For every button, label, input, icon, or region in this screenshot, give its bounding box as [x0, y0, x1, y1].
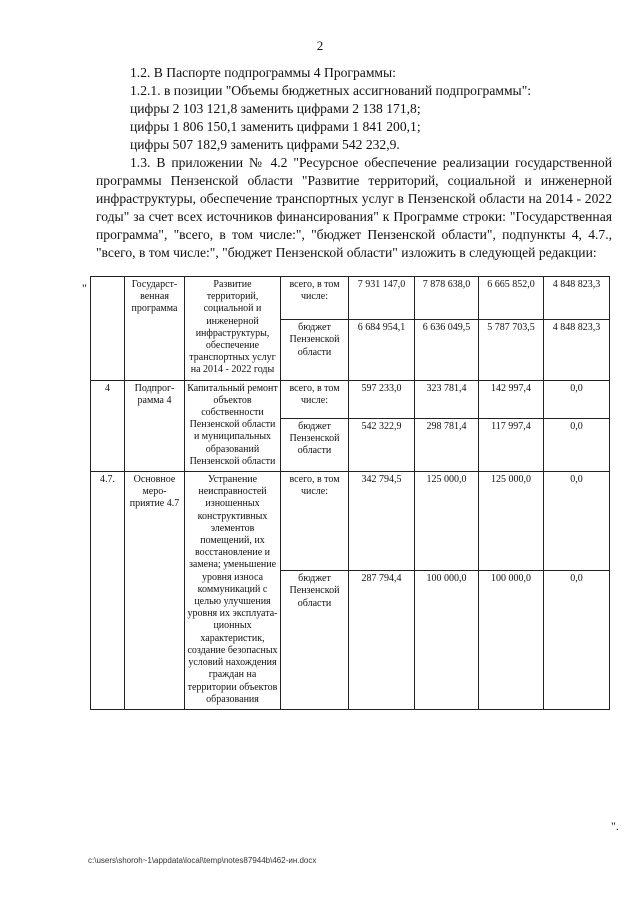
- row-name-cell: Устранение неисправностей изношенных конструктивных элементов помещений, их восстановление и замена; уменьшение уровня износа коммуникаций с целью улучшения уровня их эксплуата-ционных характеристик, создание безопасных условий нахождения граждан на территории объектов образования: [185, 472, 281, 710]
- table-row: [91, 472, 610, 571]
- value-cell: 0,0: [544, 571, 610, 710]
- value-cell: 4 848 823,3: [544, 320, 610, 380]
- source-label-cell: бюджет Пензенской области: [281, 571, 349, 710]
- row-type-cell: Основное меро-приятие 4.7: [125, 472, 185, 710]
- body-text: [96, 64, 612, 262]
- paragraph-1-2: 1.2. В Паспорте подпрограммы 4 Программы:: [130, 65, 396, 80]
- resource-table: [90, 276, 610, 710]
- value-cell: 0,0: [544, 472, 610, 571]
- paragraph-replace-1: цифры 2 103 121,8 заменить цифрами 2 138 171,8;: [130, 101, 421, 116]
- paragraph-1-3: 1.3. В приложении № 4.2 "Ресурсное обеспечение реализации государственной программы Пензенской области "Развитие территорий, социальной и инженерной инфраструктуры, обеспечение транспортных услуг в Пензенской области на 2014 - 2022 годы" за счет всех источников финансирования" к Программе строки: "Государственная программа", "всего, в том числе:", "бюджет Пензенской области", подпункты 4, 4.7., "всего, в том числе:", "бюджет Пензенской области" изложить в следующей редакции:: [96, 155, 612, 260]
- paragraph-1-2-1: 1.2.1. в позиции "Объемы бюджетных ассигнований подпрограммы":: [130, 83, 532, 98]
- value-cell: 6 684 954,1: [349, 320, 415, 380]
- value-cell: 142 997,4: [479, 380, 544, 418]
- paragraph-replace-3: цифры 507 182,9 заменить цифрами 542 232,9.: [130, 137, 400, 152]
- value-cell: 5 787 703,5: [479, 320, 544, 380]
- value-cell: 125 000,0: [415, 472, 479, 571]
- footer-file-path: c:\users\shoroh~1\appdata\local\temp\notes87944b\462-ин.docx: [88, 856, 317, 865]
- value-cell: 117 997,4: [479, 418, 544, 471]
- value-cell: 0,0: [544, 418, 610, 471]
- row-type-cell: Подпрог-рамма 4: [125, 380, 185, 471]
- source-label-cell: всего, в том числе:: [281, 380, 349, 418]
- value-cell: 298 781,4: [415, 418, 479, 471]
- value-cell: 4 848 823,3: [544, 277, 610, 320]
- paragraph-replace-2: цифры 1 806 150,1 заменить цифрами 1 841 200,1;: [130, 119, 421, 134]
- row-type-cell: Государст-венная программа: [125, 277, 185, 381]
- source-label-cell: бюджет Пензенской области: [281, 418, 349, 471]
- row-number-cell: 4: [91, 380, 125, 471]
- source-label-cell: всего, в том числе:: [281, 277, 349, 320]
- value-cell: 7 931 147,0: [349, 277, 415, 320]
- value-cell: 6 636 049,5: [415, 320, 479, 380]
- value-cell: 7 878 638,0: [415, 277, 479, 320]
- value-cell: 6 665 852,0: [479, 277, 544, 320]
- value-cell: 125 000,0: [479, 472, 544, 571]
- value-cell: 100 000,0: [415, 571, 479, 710]
- row-number-cell: [91, 277, 125, 381]
- table-row: [91, 380, 610, 418]
- value-cell: 323 781,4: [415, 380, 479, 418]
- value-cell: 597 233,0: [349, 380, 415, 418]
- source-label-cell: всего, в том числе:: [281, 472, 349, 571]
- value-cell: 287 794,4: [349, 571, 415, 710]
- page-number: 2: [316, 38, 324, 53]
- value-cell: 542 322,9: [349, 418, 415, 471]
- closing-quote: ".: [611, 819, 619, 833]
- row-number-cell: 4.7.: [91, 472, 125, 710]
- table-row: [91, 277, 610, 320]
- row-name-cell: Развитие территорий, социальной и инженерной инфраструктуры, обеспечение транспортных услуг на 2014 - 2022 годы: [185, 277, 281, 381]
- value-cell: 100 000,0: [479, 571, 544, 710]
- value-cell: 342 794,5: [349, 472, 415, 571]
- row-name-cell: Капитальный ремонт объектов собственности Пензенской области и муниципальных образований Пензенской области: [185, 380, 281, 471]
- source-label-cell: бюджет Пензенской области: [281, 320, 349, 380]
- value-cell: 0,0: [544, 380, 610, 418]
- opening-quote: ": [82, 281, 87, 295]
